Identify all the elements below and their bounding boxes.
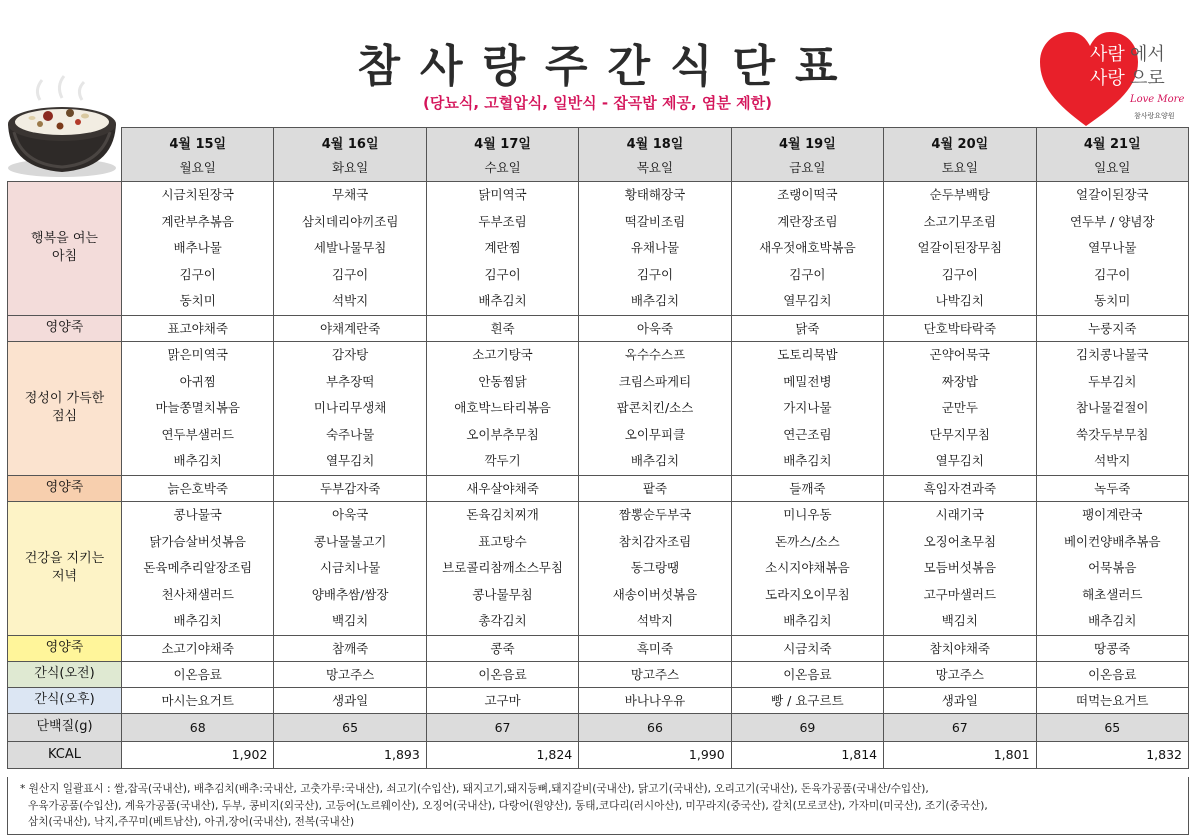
dish-item: 콩나물무침 <box>472 586 533 602</box>
dinner-day-cell <box>731 501 883 635</box>
dish-item: 석박지 <box>636 613 674 629</box>
dish-item: 동치미 <box>1094 293 1131 309</box>
dish-item: 닭미역국 <box>478 187 527 202</box>
dish-item: 새우젓애호박볶음 <box>759 240 856 256</box>
breakfast-porridge-cell: 누룽지죽 <box>1036 315 1188 341</box>
kcal-cell: 1,801 <box>884 741 1036 768</box>
logo-word-2a: 사랑 <box>1090 68 1125 89</box>
lunch-day-cell <box>579 341 731 475</box>
breakfast-porridge-cell: 단호박타락죽 <box>884 315 1036 341</box>
breakfast-porridge-cell: 야채계란죽 <box>274 315 426 341</box>
dish-item: 콩나물불고기 <box>313 533 387 549</box>
dish-item: 소고기탕국 <box>472 346 533 362</box>
dish-item: 배추김치 <box>1088 613 1137 629</box>
dish-item: 메밀전병 <box>783 373 832 389</box>
dish-item: 석박지 <box>1094 453 1131 469</box>
dish-item: 짬뽕순두부국 <box>618 506 692 522</box>
logo-tagline: Love More <box>1130 94 1185 105</box>
dish-item: 김구이 <box>636 266 674 282</box>
dish-item: 김구이 <box>789 266 826 282</box>
dish-item: 곤약어묵국 <box>929 346 991 362</box>
snack-pm-cell: 빵 / 요구르트 <box>731 687 883 713</box>
lunch-porridge-cell: 늙은호박죽 <box>122 475 274 501</box>
breakfast-day-cell <box>426 182 578 316</box>
dish-item: 양배추쌈/쌈장 <box>311 586 389 602</box>
lunch-porridge-cell: 녹두죽 <box>1036 475 1188 501</box>
dish-item: 연근조림 <box>783 426 832 442</box>
dish-item: 유채나물 <box>630 240 680 256</box>
dish-item: 황태해장국 <box>624 187 686 202</box>
dish-item: 콩나물국 <box>173 506 222 522</box>
dish-item: 닭가슴살버섯볶음 <box>149 533 247 549</box>
snack-pm-row <box>8 687 1189 713</box>
breakfast-day-cell <box>579 182 731 316</box>
dinner-day-cell <box>579 501 731 635</box>
page-title: 참사랑주간식단표 <box>357 41 858 92</box>
protein-cell: 67 <box>884 713 1036 741</box>
dish-item: 오이무피클 <box>624 426 686 442</box>
dish-item: 김치콩나물국 <box>1076 346 1149 362</box>
dish-item: 베이컨양배추볶음 <box>1063 533 1161 549</box>
breakfast-day-cell <box>731 182 883 316</box>
snack-am-cell: 이온음료 <box>731 661 883 687</box>
origin-notes <box>7 777 1189 835</box>
protein-cell: 67 <box>426 713 578 741</box>
dinner-row <box>8 501 1189 635</box>
dinner-day-cell <box>426 501 578 635</box>
lunch-day-cell <box>1036 341 1188 475</box>
lunch-porridge-cell: 흑임자견과죽 <box>884 475 1036 501</box>
dish-item: 참나물겉절이 <box>1076 400 1149 416</box>
dish-item: 시금치된장국 <box>161 187 234 202</box>
lunch-porridge-cell: 새우살야채죽 <box>426 475 578 501</box>
dish-item: 계란장조림 <box>777 213 838 229</box>
lunch-porridge-cell: 들깨죽 <box>731 475 883 501</box>
dish-item: 계란부추볶음 <box>161 213 234 229</box>
breakfast-label: 행복을 여는 아침 <box>8 182 122 316</box>
breakfast-day-cell <box>884 182 1036 316</box>
corner-cell <box>8 128 122 182</box>
dinner-day-cell <box>122 501 274 635</box>
kcal-cell: 1,902 <box>122 741 274 768</box>
dish-item: 열무김치 <box>325 453 375 469</box>
lunch-day-cell <box>884 341 1036 475</box>
breakfast-day-cell <box>122 182 274 316</box>
snack-am-row <box>8 661 1189 687</box>
kcal-cell: 1,893 <box>274 741 426 768</box>
dish-item: 돈육메추리알장조림 <box>143 560 253 576</box>
dish-item: 안동찜닭 <box>478 373 527 389</box>
day-header: 4월 19일 금요일 <box>731 128 883 182</box>
dish-item: 소고기무조림 <box>923 213 997 229</box>
dinner-porridge-label: 영양죽 <box>8 635 122 661</box>
dinner-porridge-row <box>8 635 1189 661</box>
dish-item: 석박지 <box>332 293 369 309</box>
heart-icon <box>1038 30 1188 130</box>
dish-item: 쑥갓두부무침 <box>1076 426 1149 442</box>
breakfast-porridge-cell: 흰죽 <box>426 315 578 341</box>
dinner-porridge-cell: 시금치죽 <box>731 635 883 661</box>
dish-item: 깍두기 <box>484 453 521 469</box>
logo-org: 참사랑요양원 <box>1134 112 1175 120</box>
snack-am-cell: 이온음료 <box>426 661 578 687</box>
dish-item: 도토리묵밥 <box>777 346 838 362</box>
dinner-day-cell <box>884 501 1036 635</box>
kcal-cell: 1,824 <box>426 741 578 768</box>
lunch-porridge-cell: 팥죽 <box>579 475 731 501</box>
dish-item: 연두부 / 양념장 <box>1069 213 1155 229</box>
dish-item: 소시지야채볶음 <box>765 560 850 576</box>
day-header-row <box>8 128 1189 182</box>
dish-item: 아욱국 <box>332 506 369 522</box>
day-header: 4월 17일 수요일 <box>426 128 578 182</box>
origin-note-line: 삼치(국내산), 낙지,주꾸미(베트남산), 아귀,장어(국내산), 전복(국내산) <box>28 816 355 828</box>
dish-item: 고구마샐러드 <box>923 586 997 602</box>
protein-cell: 65 <box>1036 713 1188 741</box>
dish-item: 백김치 <box>332 613 369 629</box>
dish-item: 단무지무침 <box>929 426 991 442</box>
kcal-cell: 1,814 <box>731 741 883 768</box>
snack-am-cell: 이온음료 <box>1036 661 1188 687</box>
snack-pm-cell: 바나나우유 <box>579 687 731 713</box>
dish-item: 두부김치 <box>1088 373 1137 389</box>
dish-item: 연두부샐러드 <box>161 426 234 442</box>
page-subtitle: (당뇨식, 고혈압식, 일반식 - 잡곡밥 제공, 염분 제한) <box>423 94 772 112</box>
dish-item: 무채국 <box>332 187 369 202</box>
dish-item: 아귀찜 <box>179 373 216 389</box>
dish-item: 표고탕수 <box>478 533 527 549</box>
dish-item: 숙주나물 <box>325 426 375 442</box>
dish-item: 배추김치 <box>630 453 680 469</box>
dinner-porridge-cell: 참깨죽 <box>274 635 426 661</box>
dish-item: 부추장떡 <box>325 373 375 389</box>
dish-item: 시래기국 <box>935 506 984 522</box>
dish-item: 두부조림 <box>478 213 527 229</box>
breakfast-porridge-cell: 아욱죽 <box>579 315 731 341</box>
lunch-day-cell <box>731 341 883 475</box>
dish-item: 총각김치 <box>478 613 527 629</box>
dish-item: 군만두 <box>941 400 978 416</box>
dish-item: 배추나물 <box>173 240 222 256</box>
dish-item: 애호박느타리볶음 <box>454 400 551 416</box>
dish-item: 오이부추무침 <box>466 426 539 442</box>
dish-item: 순두부백탕 <box>929 187 991 202</box>
protein-cell: 69 <box>731 713 883 741</box>
snack-pm-cell: 마시는요거트 <box>122 687 274 713</box>
day-header: 4월 18일 목요일 <box>579 128 731 182</box>
logo-word-1b: 에서 <box>1130 44 1165 65</box>
breakfast-porridge-label: 영양죽 <box>8 315 122 341</box>
day-header: 4월 15일 월요일 <box>122 128 274 182</box>
breakfast-row <box>8 182 1189 316</box>
dish-item: 얼갈이된장국 <box>1076 187 1149 202</box>
kcal-cell: 1,990 <box>579 741 731 768</box>
dish-item: 백김치 <box>941 613 978 629</box>
dish-item: 모듬버섯볶음 <box>923 560 997 576</box>
dish-item: 가지나물 <box>783 400 832 416</box>
breakfast-porridge-row <box>8 315 1189 341</box>
dish-item: 얼갈이된장무침 <box>917 240 1003 256</box>
snack-am-cell: 망고주스 <box>884 661 1036 687</box>
dish-item: 팝콘치킨/소스 <box>616 400 694 416</box>
dish-item: 천사채샐러드 <box>161 586 234 602</box>
brand-logo <box>1038 30 1188 130</box>
dish-item: 나박김치 <box>935 293 984 309</box>
dinner-porridge-cell: 흑미죽 <box>579 635 731 661</box>
logo-word-2b: 으로 <box>1130 68 1165 89</box>
dish-item: 맑은미역국 <box>167 346 228 362</box>
kcal-cell: 1,832 <box>1036 741 1188 768</box>
dish-item: 김구이 <box>179 266 216 282</box>
day-header: 4월 20일 토요일 <box>884 128 1036 182</box>
snack-pm-cell: 떠먹는요거트 <box>1036 687 1188 713</box>
dish-item: 참치감자조림 <box>618 533 692 549</box>
dish-item: 열무나물 <box>1088 240 1137 256</box>
dish-item: 배추김치 <box>783 453 832 469</box>
dinner-porridge-cell: 소고기야채죽 <box>122 635 274 661</box>
snack-am-label: 간식(오전) <box>8 661 122 687</box>
dish-item: 동치미 <box>179 293 216 309</box>
breakfast-day-cell <box>274 182 426 316</box>
dish-item: 배추김치 <box>783 613 832 629</box>
lunch-porridge-cell: 두부감자죽 <box>274 475 426 501</box>
snack-pm-cell: 생과일 <box>274 687 426 713</box>
dinner-porridge-cell: 땅콩죽 <box>1036 635 1188 661</box>
dish-item: 어묵볶음 <box>1088 560 1137 576</box>
dish-item: 해초샐러드 <box>1082 586 1143 602</box>
dish-item: 미나리무생채 <box>313 400 387 416</box>
dish-item: 팽이계란국 <box>1082 506 1143 522</box>
page-header <box>0 0 1195 127</box>
snack-pm-cell: 생과일 <box>884 687 1036 713</box>
protein-cell: 68 <box>122 713 274 741</box>
protein-cell: 65 <box>274 713 426 741</box>
dish-item: 시금치나물 <box>319 560 381 576</box>
dish-item: 마늘쫑멸치볶음 <box>155 400 240 416</box>
dish-item: 감자탕 <box>332 346 369 362</box>
dish-item: 배추김치 <box>630 293 680 309</box>
origin-note-line: 우육가공품(수입산), 계육가공품(국내산), 두부, 콩비지(외국산), 고등어(노르웨이산), 오징어(국내산), 다랑어(원양산), 동태,코다리(러시아산), 미꾸라지(중국산), 갈치(모로코산), 가자미(미국산), 조기(중국산), <box>28 799 988 812</box>
dish-item: 삼치데리야끼조림 <box>301 213 399 229</box>
dish-item: 김구이 <box>1094 266 1131 282</box>
snack-am-cell: 망고주스 <box>579 661 731 687</box>
logo-word-1a: 사람 <box>1090 44 1125 65</box>
dish-item: 새송이버섯볶음 <box>612 586 698 602</box>
dish-item: 조랭이떡국 <box>777 187 838 202</box>
dish-item: 열무김치 <box>783 293 832 309</box>
protein-cell: 66 <box>579 713 731 741</box>
day-header: 4월 21일 일요일 <box>1036 128 1188 182</box>
dish-item: 도라지오이무침 <box>765 586 850 602</box>
lunch-porridge-label: 영양죽 <box>8 475 122 501</box>
dinner-day-cell <box>1036 501 1188 635</box>
dish-item: 계란찜 <box>484 240 521 256</box>
protein-label: 단백질(g) <box>8 713 122 741</box>
breakfast-porridge-cell: 닭죽 <box>731 315 883 341</box>
dish-item: 세발나물무침 <box>313 240 387 256</box>
lunch-day-cell <box>274 341 426 475</box>
kcal-label: KCAL <box>8 741 122 768</box>
dish-item: 떡갈비조림 <box>624 213 686 229</box>
day-header: 4월 16일 화요일 <box>274 128 426 182</box>
dish-item: 배추김치 <box>173 453 222 469</box>
dish-item: 김구이 <box>332 266 369 282</box>
dish-item: 배추김치 <box>478 293 527 309</box>
lunch-day-cell <box>426 341 578 475</box>
snack-am-cell: 망고주스 <box>274 661 426 687</box>
dish-item: 동그랑땡 <box>630 560 680 576</box>
dinner-porridge-cell: 콩죽 <box>426 635 578 661</box>
weekly-menu-table <box>7 127 1189 769</box>
kcal-row <box>8 741 1189 768</box>
dish-item: 김구이 <box>941 266 978 282</box>
lunch-label: 정성이 가득한 점심 <box>8 341 122 475</box>
dish-item: 크림스파게티 <box>618 373 692 389</box>
lunch-porridge-row <box>8 475 1189 501</box>
dish-item: 미니우동 <box>783 506 832 522</box>
dish-item: 옥수수스프 <box>624 346 686 362</box>
dish-item: 배추김치 <box>173 613 222 629</box>
dish-item: 오징어초무침 <box>923 533 997 549</box>
dish-item: 브로콜리참깨소스무침 <box>442 560 563 576</box>
dinner-porridge-cell: 참치야채죽 <box>884 635 1036 661</box>
lunch-day-cell <box>122 341 274 475</box>
dish-item: 짜장밥 <box>941 373 978 389</box>
snack-am-cell: 이온음료 <box>122 661 274 687</box>
dish-item: 열무김치 <box>935 453 984 469</box>
breakfast-day-cell <box>1036 182 1188 316</box>
breakfast-porridge-cell: 표고야채죽 <box>122 315 274 341</box>
protein-row <box>8 713 1189 741</box>
dish-item: 돈육김치찌개 <box>466 506 539 522</box>
dish-item: 돈까스/소스 <box>775 533 840 549</box>
lunch-row <box>8 341 1189 475</box>
dinner-day-cell <box>274 501 426 635</box>
snack-pm-cell: 고구마 <box>426 687 578 713</box>
origin-note-line: * 원산지 일괄표시 : 쌀,잡곡(국내산), 배추김치(배추:국내산, 고춧가루:국내산), 쇠고기(수입산), 돼지고기,돼지등뼈,돼지갈비(국내산), 닭고기(국내산), 오리고기(국내산), 돈육가공품(국내산/수입산), <box>20 783 929 795</box>
dish-item: 김구이 <box>484 266 521 282</box>
dinner-label: 건강을 지키는 저녁 <box>8 501 122 635</box>
snack-pm-label: 간식(오후) <box>8 687 122 713</box>
